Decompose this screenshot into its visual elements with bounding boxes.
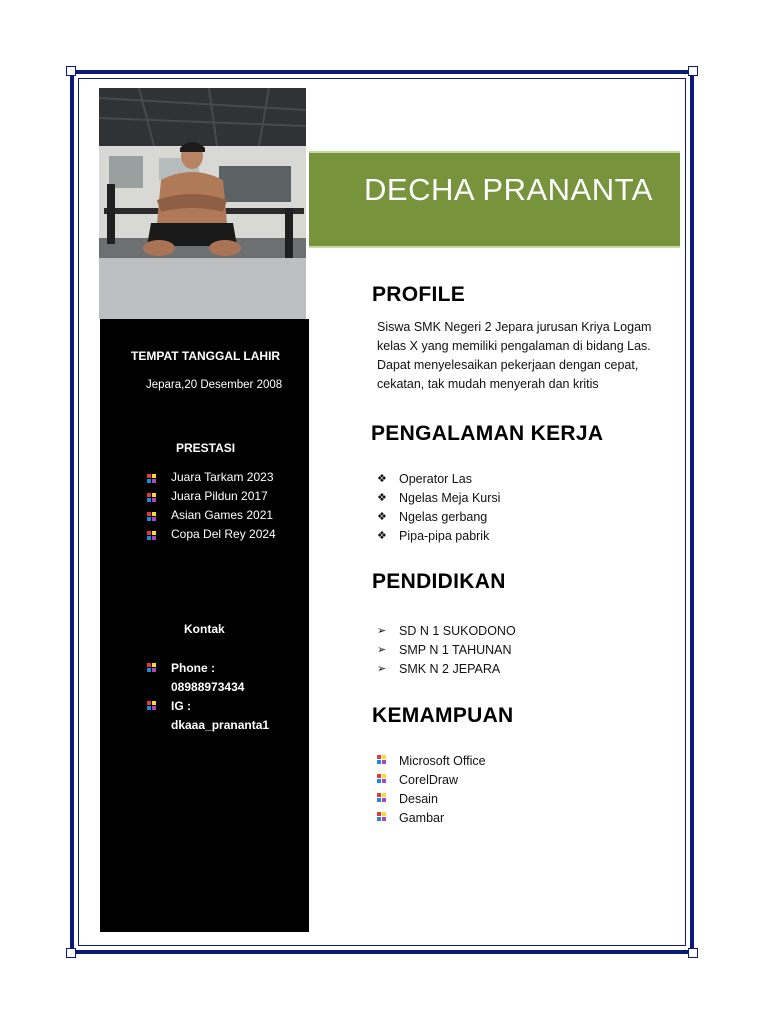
achievement-item: Juara Pildun 2017 [171,489,268,503]
birth-heading: TEMPAT TANGGAL LAHIR [131,349,281,363]
list-item [377,488,500,507]
multicolor-square-bullet-icon [377,812,387,821]
multicolor-square-bullet-icon [147,512,157,521]
skills-list [377,751,486,827]
skill-item: Desain [399,791,438,806]
ig-label: IG : [171,699,191,713]
full-name: DECHA PRANANTA [364,172,653,207]
achievements-heading: PRESTASI [176,441,236,455]
border-corner-top-right [688,66,698,76]
profile-photo-image [99,88,306,319]
experience-title: PENGALAMAN KERJA [371,422,604,445]
list-item [377,751,486,770]
skill-item: Microsoft Office [399,753,486,768]
list-item [377,526,500,545]
list-item [377,659,516,678]
phone-value: 08988973434 [171,680,245,694]
achievement-item: Asian Games 2021 [171,508,274,522]
border-corner-bottom-left [66,948,76,958]
border-corner-bottom-right [688,948,698,958]
multicolor-square-bullet-icon [147,493,157,502]
profile-title: PROFILE [372,283,466,306]
skill-item: CorelDraw [399,772,459,787]
arrow-bullet-icon: ➢ [377,644,387,656]
diamond-bullet-icon: ❖ [377,473,387,485]
list-item [377,469,500,488]
contact-heading: Kontak [184,622,225,636]
education-item: SD N 1 SUKODONO [399,623,516,638]
arrow-bullet-icon: ➢ [377,625,387,637]
multicolor-square-bullet-icon [147,474,157,483]
list-item [147,489,276,508]
education-title: PENDIDIKAN [372,570,506,593]
achievements-list [147,470,276,546]
education-item: SMP N 1 TAHUNAN [399,642,512,657]
arrow-bullet-icon: ➢ [377,663,387,675]
achievement-item: Juara Tarkam 2023 [171,470,274,484]
list-item [377,789,486,808]
list-item [147,527,276,546]
list-item [377,770,486,789]
border-corner-top-left [66,66,76,76]
multicolor-square-bullet-icon [147,663,157,672]
education-item: SMK N 2 JEPARA [399,661,501,676]
ig-value: dkaaa_prananta1 [171,718,270,732]
contact-phone [147,659,244,697]
profile-text: Siswa SMK Negeri 2 Jepara jurusan Kriya Logam kelas X yang memiliki pengalaman di bidang Las. Dapat menyelesaikan pekerjaan dengan cepat, cekatan, tak mudah menyerah dan kritis [377,320,652,391]
achievement-item: Copa Del Rey 2024 [171,527,276,541]
birth-value: Jepara,20 Desember 2008 [146,379,283,391]
list-item [377,808,486,827]
multicolor-square-bullet-icon [147,701,157,710]
multicolor-square-bullet-icon [377,755,387,764]
phone-label: Phone : [171,661,215,675]
skill-item: Gambar [399,810,445,825]
multicolor-square-bullet-icon [377,774,387,783]
list-item [147,508,276,527]
diamond-bullet-icon: ❖ [377,492,387,504]
experience-list [377,469,500,545]
experience-item: Operator Las [399,471,472,486]
skills-title: KEMAMPUAN [372,704,514,727]
diamond-bullet-icon: ❖ [377,511,387,523]
experience-item: Ngelas Meja Kursi [399,490,501,505]
diamond-bullet-icon: ❖ [377,530,387,542]
list-item [147,470,276,489]
multicolor-square-bullet-icon [147,531,157,540]
list-item [377,507,500,526]
education-list [377,621,516,678]
experience-item: Pipa-pipa pabrik [399,528,490,543]
multicolor-square-bullet-icon [377,793,387,802]
experience-item: Ngelas gerbang [399,509,488,524]
contact-instagram [147,697,269,735]
profile-photo [99,88,306,319]
list-item [377,621,516,640]
list-item [377,640,516,659]
